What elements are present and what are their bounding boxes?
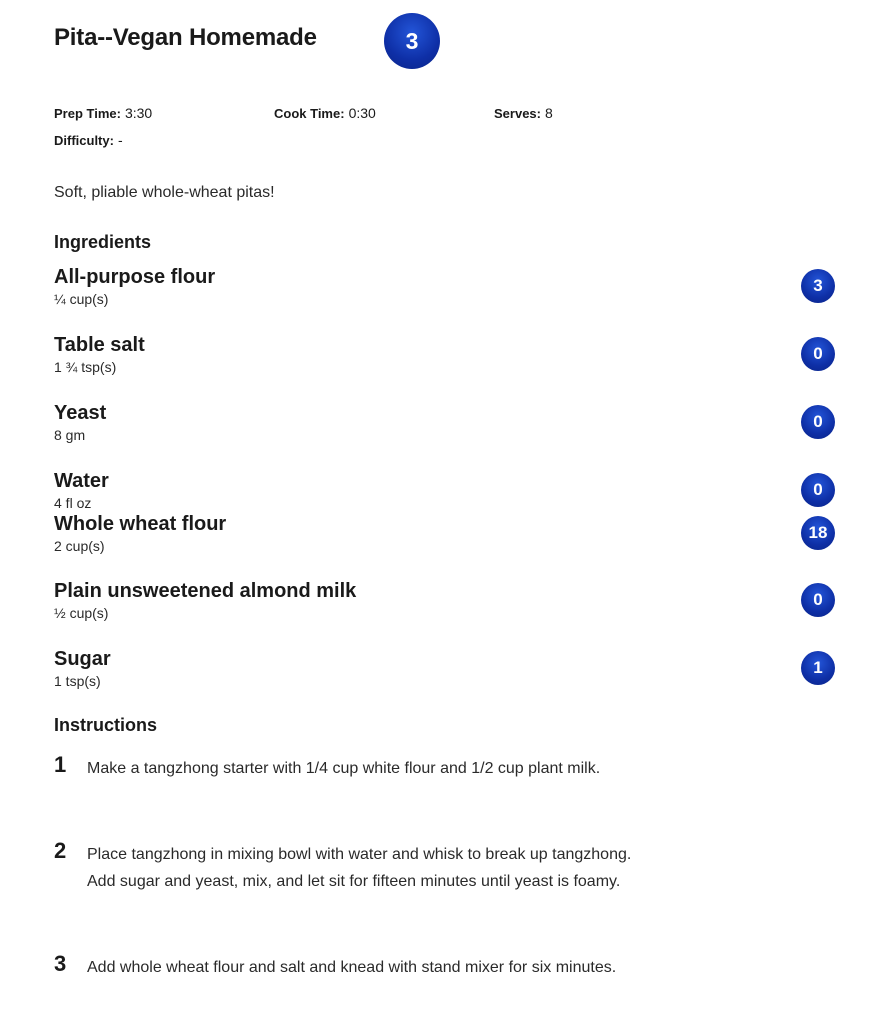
serves: [494, 104, 553, 123]
ingredient-amount: 2 cup(s): [54, 538, 105, 554]
recipe-points-badge: 3: [384, 13, 440, 69]
ingredient-row: [54, 265, 835, 315]
difficulty: [54, 131, 123, 150]
ingredient-amount: 1 ¾ tsp(s): [54, 359, 117, 375]
ingredients-heading: Ingredients: [54, 232, 152, 252]
serves-label: Serves:: [494, 106, 541, 121]
ingredient-points-badge: 0: [801, 473, 835, 507]
difficulty-value: -: [117, 132, 123, 148]
ingredient-name[interactable]: All-purpose flour: [54, 266, 216, 288]
prep-time-label: Prep Time:: [54, 106, 121, 121]
recipe-title: Pita--Vegan Homemade: [54, 24, 317, 51]
cook-time-value: 0:30: [348, 105, 376, 121]
step-text: Make a tangzhong starter with 1/4 cup white flour and 1/2 cup plant milk.: [87, 760, 601, 777]
ingredient-points-badge: 1: [801, 651, 835, 685]
ingredient-amount: 8 gm: [54, 427, 86, 443]
cook-time: [274, 104, 376, 123]
ingredient-row: [54, 333, 835, 383]
ingredient-name[interactable]: Yeast: [54, 402, 107, 424]
ingredient-name[interactable]: Sugar: [54, 648, 111, 670]
ingredient-points-badge: 0: [801, 337, 835, 371]
ingredient-row: [54, 512, 835, 562]
ingredient-name[interactable]: Water: [54, 470, 109, 492]
step-number: 3: [54, 951, 67, 976]
serves-value: 8: [544, 105, 553, 121]
ingredient-name[interactable]: Whole wheat flour: [54, 513, 227, 535]
ingredient-amount: 4 fl oz: [54, 495, 92, 511]
ingredient-amount: ¼ cup(s): [54, 291, 109, 307]
ingredient-name[interactable]: Plain unsweetened almond milk: [54, 580, 357, 602]
ingredient-points-badge: 0: [801, 405, 835, 439]
prep-time: [54, 104, 152, 123]
ingredient-amount: 1 tsp(s): [54, 673, 101, 689]
ingredient-points-badge: 18: [801, 516, 835, 550]
instructions-heading: Instructions: [54, 715, 158, 735]
difficulty-label: Difficulty:: [54, 133, 114, 148]
ingredient-amount: ½ cup(s): [54, 605, 109, 621]
recipe-description: Soft, pliable whole-wheat pitas!: [54, 184, 275, 201]
ingredient-row: [54, 579, 835, 629]
ingredient-points-badge: 3: [801, 269, 835, 303]
step-text: Place tangzhong in mixing bowl with water and whisk to break up tangzhong. Add sugar and yeast, mix, and let sit for fifteen minutes until yeast is foamy.: [87, 846, 632, 890]
step-number: 2: [54, 838, 67, 863]
ingredient-points-badge: 0: [801, 583, 835, 617]
cook-time-label: Cook Time:: [274, 106, 345, 121]
ingredient-name[interactable]: Table salt: [54, 334, 145, 356]
prep-time-value: 3:30: [124, 105, 153, 121]
ingredient-row: [54, 647, 835, 697]
step-text: Add whole wheat flour and salt and knead with stand mixer for six minutes.: [87, 959, 617, 976]
step-number: 1: [54, 752, 67, 777]
ingredient-row: [54, 401, 835, 451]
